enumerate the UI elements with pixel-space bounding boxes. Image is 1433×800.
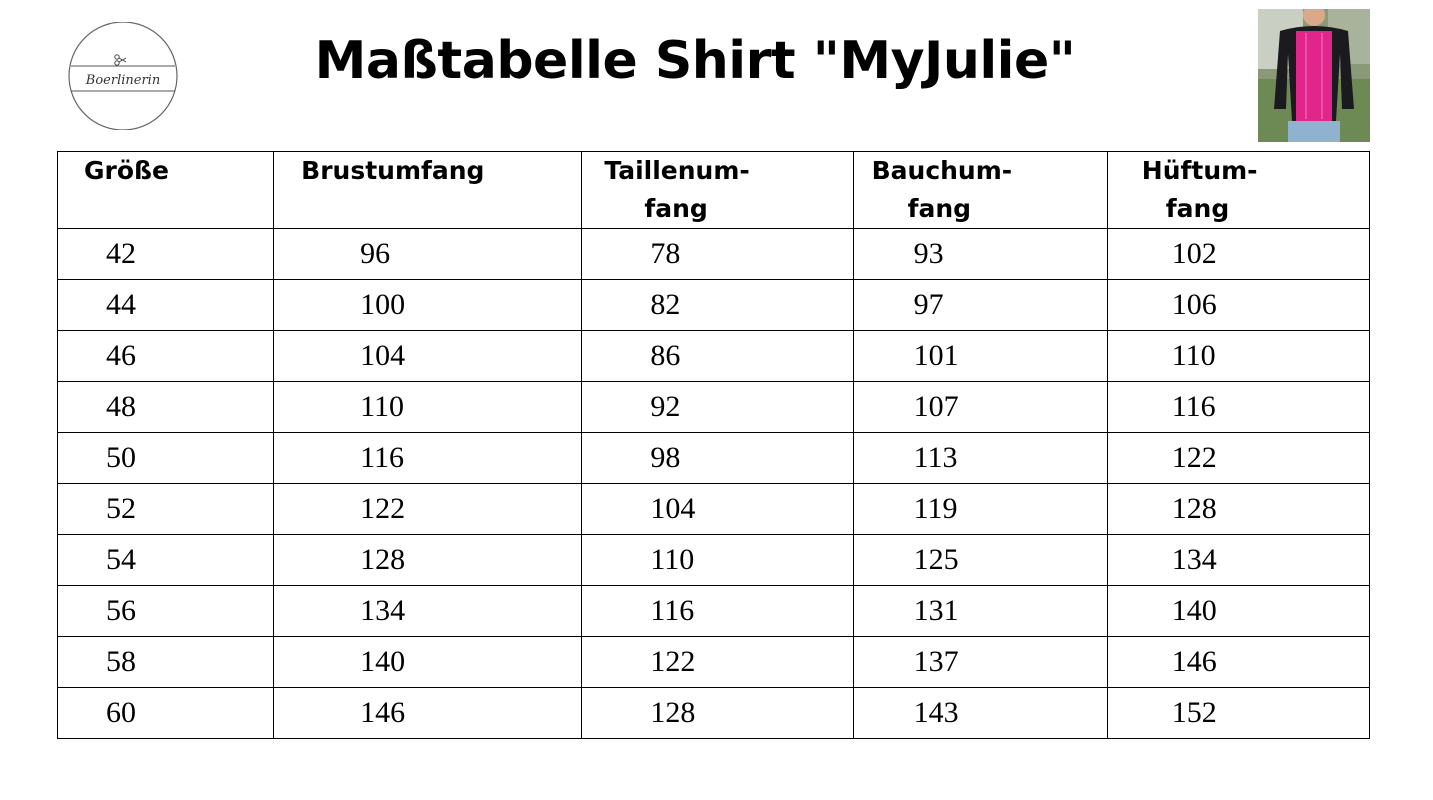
cell-size: 42 [58,229,274,280]
cell-chest: 116 [274,433,582,484]
cell-hip: 116 [1107,382,1369,433]
cell-waist: 128 [582,688,853,739]
header-belly: Bauchum- fang [853,152,1107,229]
cell-belly: 131 [853,586,1107,637]
cell-chest: 128 [274,535,582,586]
header-chest: Brustumfang [274,152,582,229]
cell-belly: 113 [853,433,1107,484]
cell-chest: 110 [274,382,582,433]
cell-chest: 146 [274,688,582,739]
cell-waist: 122 [582,637,853,688]
table-row [58,586,1370,637]
cell-size: 46 [58,331,274,382]
brand-logo [67,22,179,130]
cell-chest: 104 [274,331,582,382]
cell-hip: 102 [1107,229,1369,280]
cell-waist: 110 [582,535,853,586]
table-header-row [58,152,1370,229]
cell-hip: 140 [1107,586,1369,637]
cell-belly: 97 [853,280,1107,331]
scissors-icon [115,55,126,65]
cell-size: 52 [58,484,274,535]
cell-chest: 96 [274,229,582,280]
cell-size: 58 [58,637,274,688]
cell-chest: 100 [274,280,582,331]
cell-hip: 152 [1107,688,1369,739]
table-row [58,484,1370,535]
cell-belly: 107 [853,382,1107,433]
cell-size: 56 [58,586,274,637]
table-row [58,331,1370,382]
cell-size: 50 [58,433,274,484]
cell-belly: 143 [853,688,1107,739]
cell-belly: 93 [853,229,1107,280]
cell-hip: 106 [1107,280,1369,331]
cell-waist: 104 [582,484,853,535]
cell-size: 54 [58,535,274,586]
logo-circle [67,22,179,130]
header-hip: Hüftum- fang [1107,152,1369,229]
cell-waist: 82 [582,280,853,331]
cell-hip: 110 [1107,331,1369,382]
table-row [58,280,1370,331]
cell-waist: 78 [582,229,853,280]
cell-size: 44 [58,280,274,331]
page-title: Maßtabelle Shirt "MyJulie" [314,31,1076,91]
cell-waist: 86 [582,331,853,382]
model-photo [1258,9,1370,142]
table-row [58,433,1370,484]
header-size: Größe [58,152,274,229]
table-row [58,535,1370,586]
cell-hip: 122 [1107,433,1369,484]
size-table [57,151,1370,739]
table-row [58,229,1370,280]
cell-hip: 128 [1107,484,1369,535]
cell-chest: 134 [274,586,582,637]
cell-waist: 92 [582,382,853,433]
cell-hip: 134 [1107,535,1369,586]
cell-hip: 146 [1107,637,1369,688]
cell-belly: 137 [853,637,1107,688]
cell-waist: 116 [582,586,853,637]
cell-belly: 119 [853,484,1107,535]
cell-chest: 140 [274,637,582,688]
header-waist: Taillenum- fang [582,152,853,229]
cell-size: 60 [58,688,274,739]
cell-belly: 125 [853,535,1107,586]
cell-size: 48 [58,382,274,433]
table-row [58,382,1370,433]
cell-chest: 122 [274,484,582,535]
table-row [58,688,1370,739]
table-row [58,637,1370,688]
cell-waist: 98 [582,433,853,484]
cell-belly: 101 [853,331,1107,382]
logo-text: Boerlinerin [85,73,161,88]
